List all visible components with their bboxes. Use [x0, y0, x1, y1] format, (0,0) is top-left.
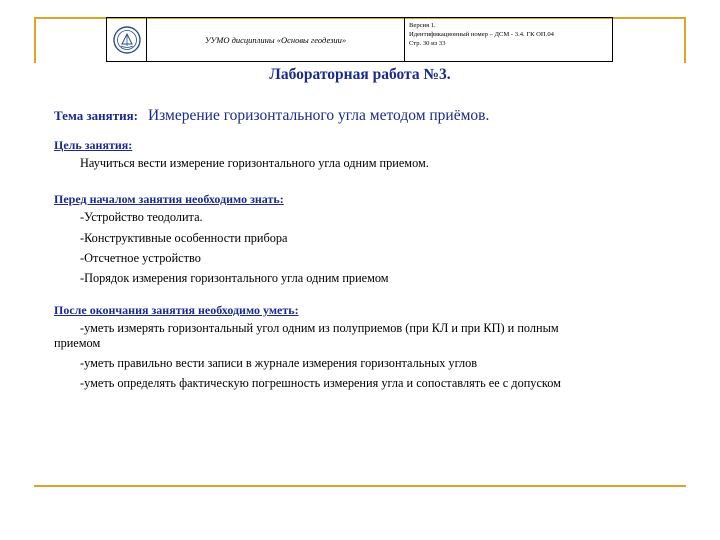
header-title: УУМО дисциплины «Основы геодезии»	[204, 34, 347, 45]
goal-text: Научиться вести измерение горизонтального угла одним приемом.	[80, 156, 429, 170]
bottom-rule	[34, 485, 686, 487]
know-heading: Перед началом занятия необходимо знать:	[54, 192, 284, 206]
right-vertical-rule	[684, 17, 686, 63]
document-header	[106, 17, 613, 62]
can-item-3: -уметь определять фактическую погрешность измерения угла и сопоставлять ее с допуском	[80, 376, 561, 390]
page-number-text: Стр. 30 из 33	[409, 40, 446, 47]
topic-text: Измерение горизонтального угла методом приёмов.	[147, 107, 490, 124]
can-item-1-line-2: приемом	[54, 336, 101, 350]
can-item-1-line-1: -уметь измерять горизонтальный угол одним из полуприемов (при КЛ и при КП) и полным	[80, 321, 559, 335]
know-item: -Устройство теодолита.	[80, 210, 203, 224]
know-item: -Отсчетное устройство	[80, 251, 201, 265]
lab-title: Лабораторная работа №3.	[269, 66, 451, 83]
know-item: -Конструктивные особенности прибора	[80, 231, 288, 245]
can-item-2: -уметь правильно вести записи в журнале измерения горизонтальных углов	[80, 356, 478, 370]
version-text: Версия 1.	[409, 22, 436, 29]
header-title-cell	[147, 18, 405, 61]
goal-heading: Цель занятия:	[54, 138, 133, 152]
id-number-text: Идентификационный номер – ДСМ - 3.4. ГК ОП.04	[409, 31, 554, 38]
topic-label: Тема занятия:	[54, 108, 138, 123]
can-heading: После окончания занятия необходимо уметь:	[54, 303, 299, 317]
header-meta-cell	[405, 18, 612, 61]
logo-cell	[107, 18, 147, 61]
left-vertical-rule	[34, 17, 36, 63]
know-item: -Порядок измерения горизонтального угла одним приемом	[80, 271, 389, 285]
university-emblem-icon	[112, 25, 142, 55]
topic-row	[54, 107, 489, 125]
